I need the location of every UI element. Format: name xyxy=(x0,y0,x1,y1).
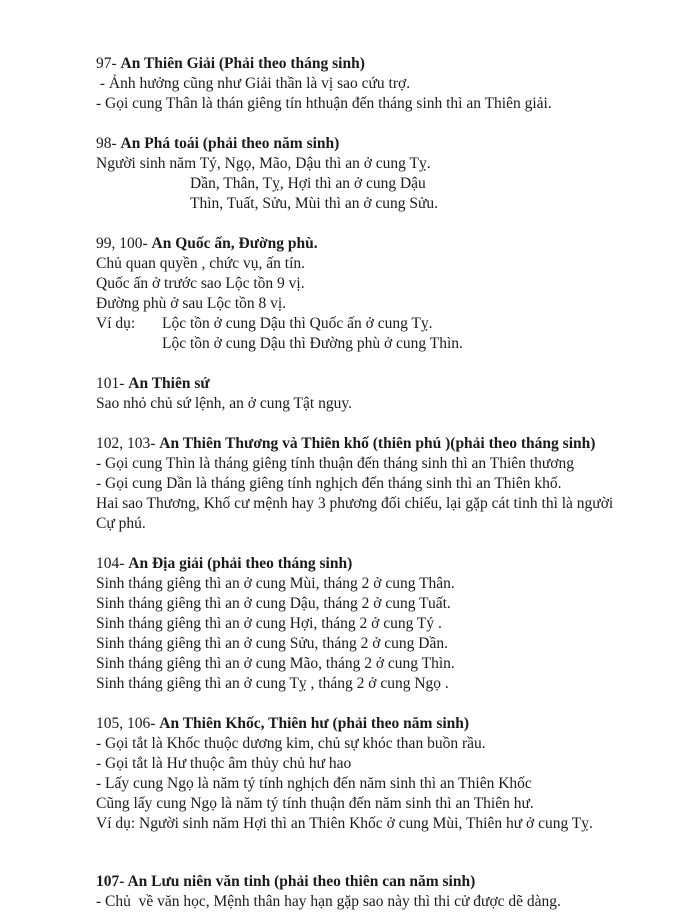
text-line xyxy=(96,74,633,94)
text-line xyxy=(96,334,633,354)
section-lines xyxy=(96,74,633,114)
section-number: 102, 103- xyxy=(96,435,160,452)
text-line xyxy=(96,294,633,314)
section-lines xyxy=(96,454,633,534)
section-lines xyxy=(96,892,633,912)
text-line xyxy=(96,892,633,912)
line-text: - Lấy cung Ngọ là năm tý tính nghịch đến năm sinh thì an Thiên Khốc xyxy=(96,775,532,792)
line-text: Quốc ấn ở trước sao Lộc tồn 9 vị. xyxy=(96,275,305,292)
line-text: Sinh tháng giêng thì an ở cung Sửu, tháng 2 ở cung Dần. xyxy=(96,635,448,652)
line-text: Hai sao Thương, Khố cư mệnh hay 3 phương đối chiếu, lại gặp cát tinh thì là người Cự phú. xyxy=(96,495,618,532)
line-text: Sinh tháng giêng thì an ở cung Tỵ , tháng 2 ở cung Ngọ . xyxy=(96,675,449,692)
text-line xyxy=(96,594,633,614)
section-number: 99, 100- xyxy=(96,235,152,252)
text-line xyxy=(96,614,633,634)
document-section xyxy=(96,872,633,912)
text-line xyxy=(96,654,633,674)
section-lines xyxy=(96,734,633,834)
section-heading xyxy=(96,134,633,154)
section-title: An Thiên Giải (Phải theo tháng sinh) xyxy=(120,55,365,72)
section-title: An Thiên sứ xyxy=(128,375,210,392)
line-text: - Gọi cung Thìn là tháng giêng tính thuận đến tháng sinh thì an Thiên thương xyxy=(96,455,574,472)
line-text: Lộc tồn ở cung Dậu thì Quốc ấn ở cung Tỵ. xyxy=(162,315,433,332)
section-lines xyxy=(96,254,633,354)
section-title: An Địa giải (phải theo tháng sinh) xyxy=(128,555,353,572)
section-title: An Quốc ấn, Đường phù. xyxy=(151,235,318,252)
section-lines xyxy=(96,574,633,694)
line-text: Sinh tháng giêng thì an ở cung Mão, tháng 2 ở cung Thìn. xyxy=(96,655,455,672)
text-line xyxy=(96,674,633,694)
section-title: An Lưu niên văn tinh (phải theo thiên can năm sinh) xyxy=(127,873,476,890)
line-text: Sinh tháng giêng thì an ở cung Dậu, tháng 2 ở cung Tuất. xyxy=(96,595,451,612)
section-lines xyxy=(96,154,633,214)
text-line xyxy=(96,494,633,534)
document-section xyxy=(96,134,633,214)
section-heading xyxy=(96,234,633,254)
example-label: Ví dụ: xyxy=(96,315,136,332)
line-text: Sinh tháng giêng thì an ở cung Hợi, tháng 2 ở cung Tý . xyxy=(96,615,442,632)
section-heading xyxy=(96,872,633,892)
line-text: Ví dụ: Người sinh năm Hợi thì an Thiên Khốc ở cung Mùi, Thiên hư ở cung Tỵ. xyxy=(96,815,593,832)
line-text: Lộc tồn ở cung Dậu thì Đường phù ở cung Thìn. xyxy=(162,335,463,352)
section-number: 107- xyxy=(96,873,128,890)
text-line xyxy=(96,394,633,414)
document-section xyxy=(96,54,633,114)
text-line xyxy=(96,274,633,294)
section-lines xyxy=(96,394,633,414)
line-text: Sinh tháng giêng thì an ở cung Mùi, tháng 2 ở cung Thân. xyxy=(96,575,455,592)
line-text: - Gọi tắt là Hư thuộc âm thủy chủ hư hao xyxy=(96,755,352,772)
text-line xyxy=(96,314,633,334)
section-number: 98- xyxy=(96,135,121,152)
section-heading xyxy=(96,54,633,74)
text-line xyxy=(96,814,633,834)
line-text: Cũng lấy cung Ngọ là năm tý tính thuận đến năm sinh thì an Thiên hư. xyxy=(96,795,534,812)
text-line xyxy=(96,734,633,754)
text-line xyxy=(96,634,633,654)
text-line xyxy=(96,794,633,814)
document-section xyxy=(96,554,633,694)
text-line xyxy=(96,254,633,274)
section-title: An Thiên Thương và Thiên khố (thiên phú )(phải theo tháng sinh) xyxy=(159,435,596,452)
section-number: 104- xyxy=(96,555,129,572)
text-line xyxy=(96,454,633,474)
document-section xyxy=(96,374,633,414)
section-number: 101- xyxy=(96,375,129,392)
text-line xyxy=(96,574,633,594)
section-title: An Phá toái (phải theo năm sinh) xyxy=(120,135,340,152)
line-text: Chủ quan quyền , chức vụ, ấn tín. xyxy=(96,255,306,272)
text-line xyxy=(96,174,633,194)
line-text: - Gọi cung Thân là thán giêng tín hthuận đến tháng sinh thì an Thiên giải. xyxy=(96,95,552,112)
line-text: Người sinh năm Tý, Ngọ, Mão, Dậu thì an ở cung Tỵ. xyxy=(96,155,431,172)
section-number: 97- xyxy=(96,55,121,72)
line-text: - Gọi tắt là Khốc thuộc dương kim, chủ sự khóc than buồn rầu. xyxy=(96,735,486,752)
document-section xyxy=(96,714,633,834)
line-text: Thìn, Tuất, Sửu, Mùi thì an ở cung Sửu. xyxy=(190,195,439,212)
document-sections xyxy=(96,54,633,912)
text-line xyxy=(96,474,633,494)
section-title: An Thiên Khốc, Thiên hư (phải theo năm sinh) xyxy=(159,715,470,732)
section-heading xyxy=(96,434,633,454)
text-line xyxy=(96,774,633,794)
section-heading xyxy=(96,714,633,734)
line-text: - Chủ về văn học, Mệnh thân hay hạn gặp sao này thì thi cử được dẽ dàng. xyxy=(96,893,561,910)
document-section xyxy=(96,234,633,354)
line-text: - Gọi cung Dần là tháng giêng tính nghịch đến tháng sinh thì an Thiên khố. xyxy=(96,475,562,492)
text-line xyxy=(96,194,633,214)
line-text: Dần, Thân, Tỵ, Hợi thì an ở cung Dậu xyxy=(190,175,426,192)
line-text: Đường phù ở sau Lộc tồn 8 vị. xyxy=(96,295,287,312)
line-text: - Ảnh hưởng cũng như Giải thần là vị sao cứu trợ. xyxy=(96,75,411,92)
document-section xyxy=(96,434,633,534)
text-line xyxy=(96,754,633,774)
text-line xyxy=(96,94,633,114)
line-text: Sao nhỏ chủ sứ lệnh, an ở cung Tật nguy. xyxy=(96,395,352,412)
section-heading xyxy=(96,374,633,394)
section-heading xyxy=(96,554,633,574)
section-number: 105, 106- xyxy=(96,715,160,732)
text-line xyxy=(96,154,633,174)
